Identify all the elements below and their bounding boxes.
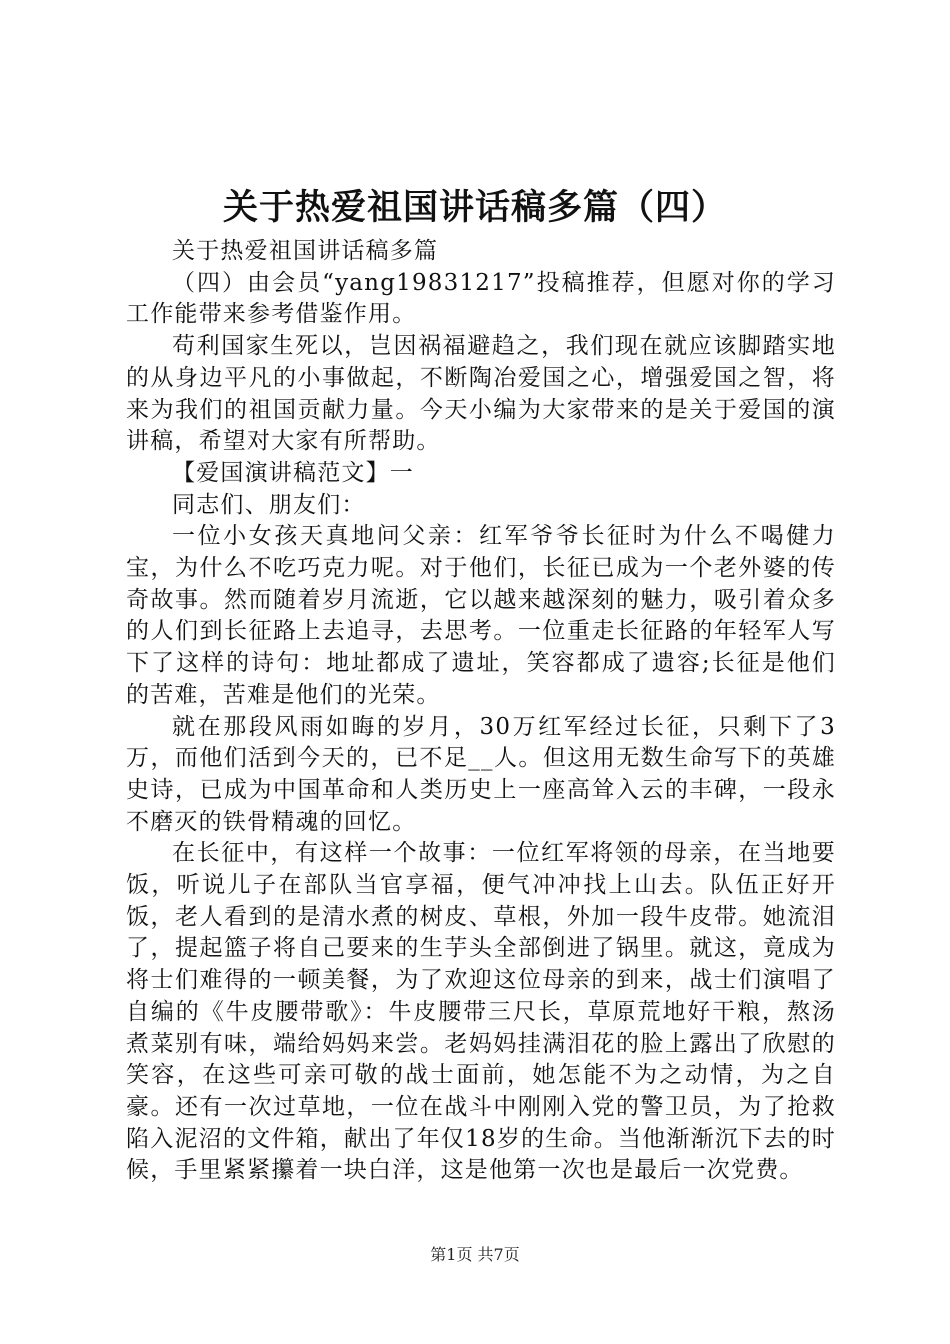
paragraph: 关于热爱祖国讲话稿多篇 xyxy=(172,238,439,264)
document-title: 关于热爱祖国讲话稿多篇（四） xyxy=(222,187,727,228)
paragraph: 就在那段风雨如晦的岁月，30万红军经过长征，只剩下了3万，而他们活到今天的，已不足__人。但这用无数生命写下的英雄史诗，已成为中国革命和人类历史上一座高耸入云的丰碑，一段永不磨灭的铁骨精魂的回忆。 xyxy=(126,713,836,835)
page-number-footer: 第1页 共7页 xyxy=(430,1245,520,1264)
document-body xyxy=(126,236,836,1187)
paragraph: 【爱国演讲稿范文】一 xyxy=(172,459,414,486)
paragraph: 在长征中，有这样一个故事：一位红军将领的母亲，在当地要饭，听说儿子在部队当官享福，便气冲冲找上山去。队伍正好开饭，老人看到的是清水煮的树皮、草根，外加一段牛皮带。她流泪了，提起篮子将自己要来的生芋头全部倒进了锅里。就这，竟成为将士们难得的一顿美餐，为了欢迎这位母亲的到来，战士们演唱了自编的《牛皮腰带歌》：牛皮腰带三尺长，草原荒地好干粮，熬汤煮菜别有味，端给妈妈来尝。老妈妈挂满泪花的脸上露出了欣慰的笑容，在这些可亲可敬的战士面前，她怎能不为之动情，为之自豪。还有一次过草地，一位在战斗中刚刚入党的警卫员，为了抢救陷入泥沼的文件箱，献出了年仅18岁的生命。当他渐渐沉下去的时候，手里紧紧攥着一块白洋，这是他第一次也是最后一次党费。 xyxy=(126,840,836,1184)
paragraph: 一位小女孩天真地问父亲：红军爷爷长征时为什么不喝健力宝，为什么不吃巧克力呢。对于他们，长征已成为一个老外婆的传奇故事。然而随着岁月流逝，它以越来越深刻的魅力，吸引着众多的人们到长征路上去追寻，去思考。一位重走长征路的年轻军人写下了这样的诗句：地址都成了遗址，笑容都成了遗容;长征是他们的苦难，苦难是他们的光荣。 xyxy=(126,523,836,708)
paragraph: （四）由会员“yang19831217”投稿推荐，但愿对你的学习工作能带来参考借鉴作用。 xyxy=(126,269,836,328)
paragraph: 同志们、朋友们： xyxy=(172,491,366,518)
paragraph: 苟利国家生死以，岂因祸福避趋之，我们现在就应该脚踏实地的从身边平凡的小事做起，不断陶冶爱国之心，增强爱国之智，将来为我们的祖国贡献力量。今天小编为大家带来的是关于爱国的演讲稿，希望对大家有所帮助。 xyxy=(126,333,836,455)
